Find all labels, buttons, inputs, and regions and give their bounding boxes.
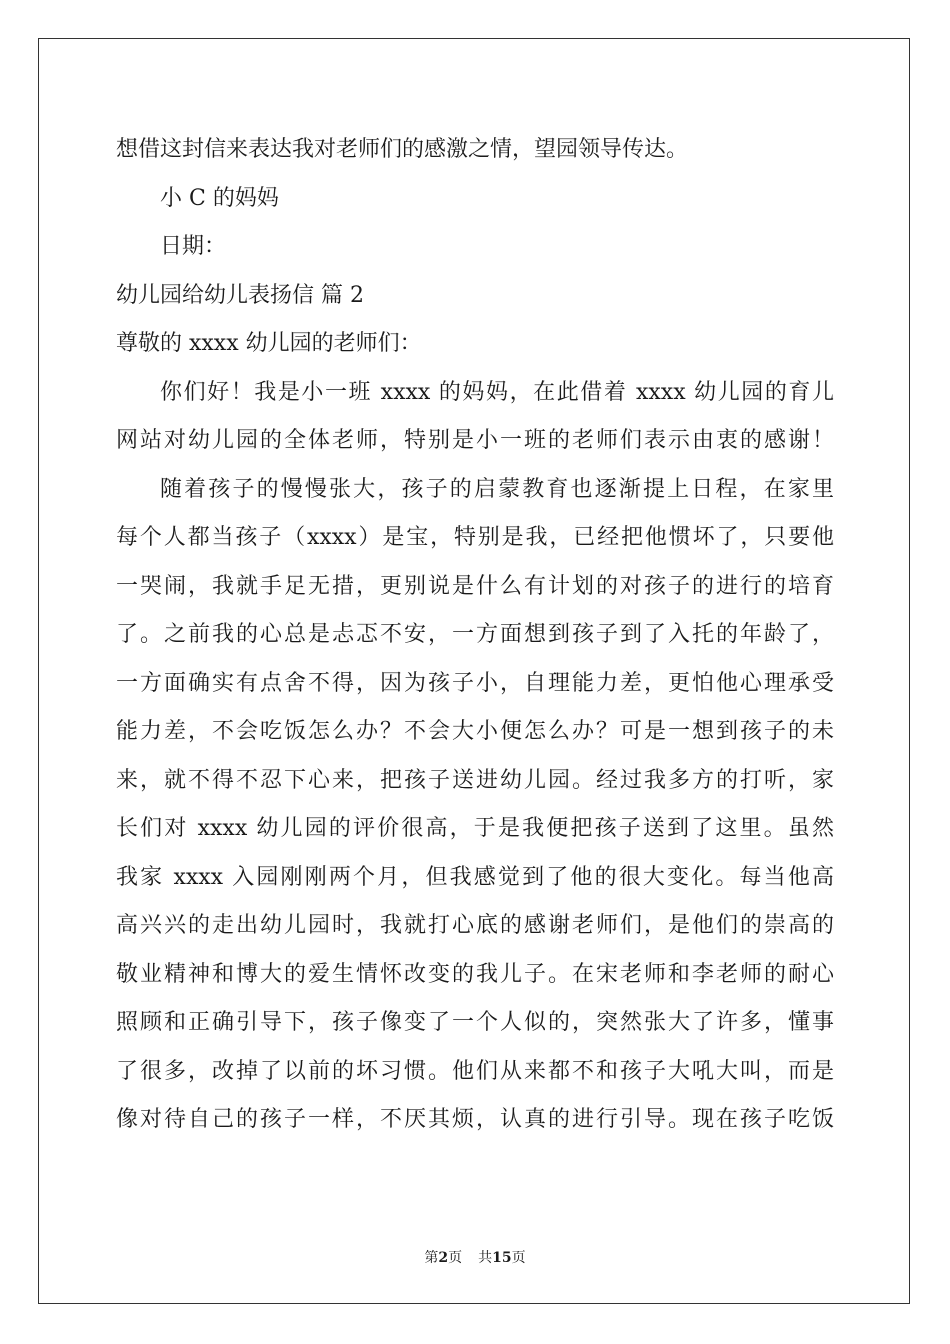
paragraph-line: 你们好！我是小一班 xxxx 的妈妈，在此借着 xxxx 幼儿园的育儿 — [160, 379, 834, 405]
paragraph-line: 一方面确实有点舍不得，因为孩子小，自理能力差，更怕他心理承受 — [116, 670, 834, 696]
paragraph-line: 想借这封信来表达我对老师们的感激之情，望园领导传达。 — [116, 137, 689, 162]
date-line: 日期： — [160, 234, 227, 259]
page-footer — [0, 1247, 950, 1267]
page-number: 2 — [438, 1250, 449, 1266]
page-prefix: 第 — [424, 1250, 439, 1266]
paragraph-line: 高兴兴的走出幼儿园时，我就打心底的感谢老师们，是他们的崇高的 — [116, 913, 834, 938]
paragraph-line: 网站对幼儿园的全体老师，特别是小一班的老师们表示由衷的感谢！ — [116, 428, 834, 453]
total-prefix: 共 — [478, 1250, 493, 1266]
salutation: 尊敬的 xxxx 幼儿园的老师们： — [116, 331, 422, 356]
total-pages: 15 — [492, 1250, 512, 1266]
paragraph-line: 来，就不得不忍下心来，把孩子送进幼儿园。经过我多方的打听，家 — [116, 767, 834, 793]
paragraph-line: 了很多，改掉了以前的坏习惯。他们从来都不和孩子大吼大叫，而是 — [116, 1058, 834, 1084]
paragraph-line: 长们对 xxxx 幼儿园的评价很高，于是我便把孩子送到了这里。虽然 — [116, 816, 834, 841]
paragraph-line: 随着孩子的慢慢张大，孩子的启蒙教育也逐渐提上日程，在家里 — [160, 476, 834, 502]
signature-line: 小 C 的妈妈 — [160, 185, 279, 211]
paragraph-line: 了。之前我的心总是忐忑不安，一方面想到孩子到了入托的年龄了， — [116, 622, 834, 647]
paragraph-line: 像对待自己的孩子一样，不厌其烦，认真的进行引导。现在孩子吃饭 — [116, 1107, 834, 1132]
paragraph-line: 敬业精神和博大的爱生情怀改变的我儿子。在宋老师和李老师的耐心 — [116, 961, 834, 987]
paragraph-line: 照顾和正确引导下，孩子像变了一个人似的，突然张大了许多，懂事 — [116, 1010, 834, 1035]
paragraph-line: 我家 xxxx 入园刚刚两个月，但我感觉到了他的很大变化。每当他高 — [116, 864, 834, 890]
paragraph-line: 一哭闹，我就手足无措，更别说是什么有计划的对孩子的进行的培育 — [116, 573, 834, 599]
paragraph-line: 能力差，不会吃饭怎么办？不会大小便怎么办？可是一想到孩子的未 — [116, 719, 834, 744]
paragraph-line: 每个人都当孩子（xxxx）是宝，特别是我，已经把他惯坏了，只要他 — [116, 525, 834, 550]
total-suffix: 页 — [511, 1250, 526, 1266]
page-suffix: 页 — [448, 1250, 463, 1266]
section-heading: 幼儿园给幼儿表扬信 篇 2 — [116, 282, 364, 308]
document-body — [116, 126, 834, 1145]
